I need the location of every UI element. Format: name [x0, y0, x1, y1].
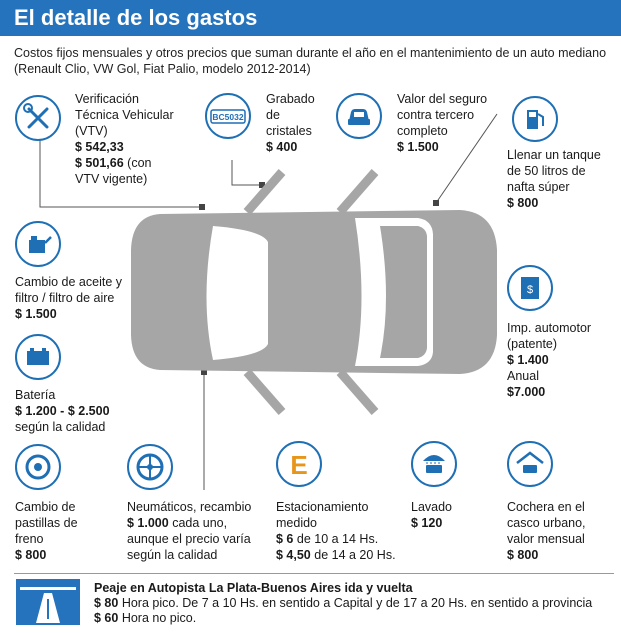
- item-aceite: Cambio de aceite y filtro / filtro de aire $ 1.500: [15, 275, 123, 321]
- divider: [14, 573, 614, 574]
- item-neumaticos: Neumáticos, recambio $ 1.000 cada uno, aunque el precio varía según la calidad: [127, 500, 252, 562]
- battery-icon: [15, 334, 61, 380]
- item-patente: Imp. automotor (patente) $ 1.400 Anual $7.000: [507, 321, 592, 399]
- toll-section: [14, 573, 614, 629]
- item-vtv: Verificación Técnica Vehicular (VTV) $ 542,33 $ 501,66 (con VTV vigente): [75, 92, 174, 186]
- wheel-icon: [127, 444, 173, 490]
- item-grabado: Grabado de cristales $ 400: [266, 92, 315, 154]
- subtitle: Costos fijos mensuales y otros precios que suman durante el año en el mantenimiento de un auto mediano (Renault Clio, VW Gol, Fiat Palio, modelo 2012-2014): [14, 46, 607, 76]
- highway-icon: [16, 579, 80, 625]
- document-dollar-icon: [507, 265, 553, 311]
- toll-text: Peaje en Autopista La Plata-Buenos Aires ida y vuelta $ 80 Hora pico. De 7 a 10 Hs. en sentido a Capital y de 17 a 20 Hs. en sentido a provincia $ 60 Hora no pico.: [94, 581, 593, 625]
- svg-text:E: E: [290, 450, 308, 480]
- svg-text:$: $: [526, 284, 534, 296]
- wrench-screwdriver-icon: [15, 95, 61, 141]
- brake-disc-icon: [15, 444, 61, 490]
- svg-text:BC5032: BC5032: [212, 112, 244, 122]
- item-pastillas: Cambio de pastillas de freno $ 800: [15, 500, 78, 562]
- item-cochera: Cochera en el casco urbano, valor mensual $ 800: [507, 500, 586, 562]
- license-plate-icon: [205, 93, 251, 139]
- item-estacionamiento: Estacionamiento medido $ 6 de 10 a 14 Hs. $ 4,50 de 14 a 20 Hs.: [276, 500, 396, 562]
- page-title: El detalle de los gastos: [14, 5, 258, 30]
- item-bateria: Batería $ 1.200 - $ 2.500 según la calidad: [15, 388, 110, 434]
- parking-e-icon: [276, 441, 322, 487]
- item-nafta: Llenar un tanque de 50 litros de nafta súper $ 800: [507, 148, 601, 210]
- item-seguro: Valor del seguro contra tercero completo $ 1.500: [397, 92, 488, 154]
- oil-can-icon: [15, 221, 61, 267]
- garage-icon: [507, 441, 553, 487]
- car-front-icon: [336, 93, 382, 139]
- item-lavado: Lavado $ 120: [411, 500, 453, 530]
- car-wash-icon: [411, 441, 457, 487]
- fuel-pump-icon: [512, 96, 558, 142]
